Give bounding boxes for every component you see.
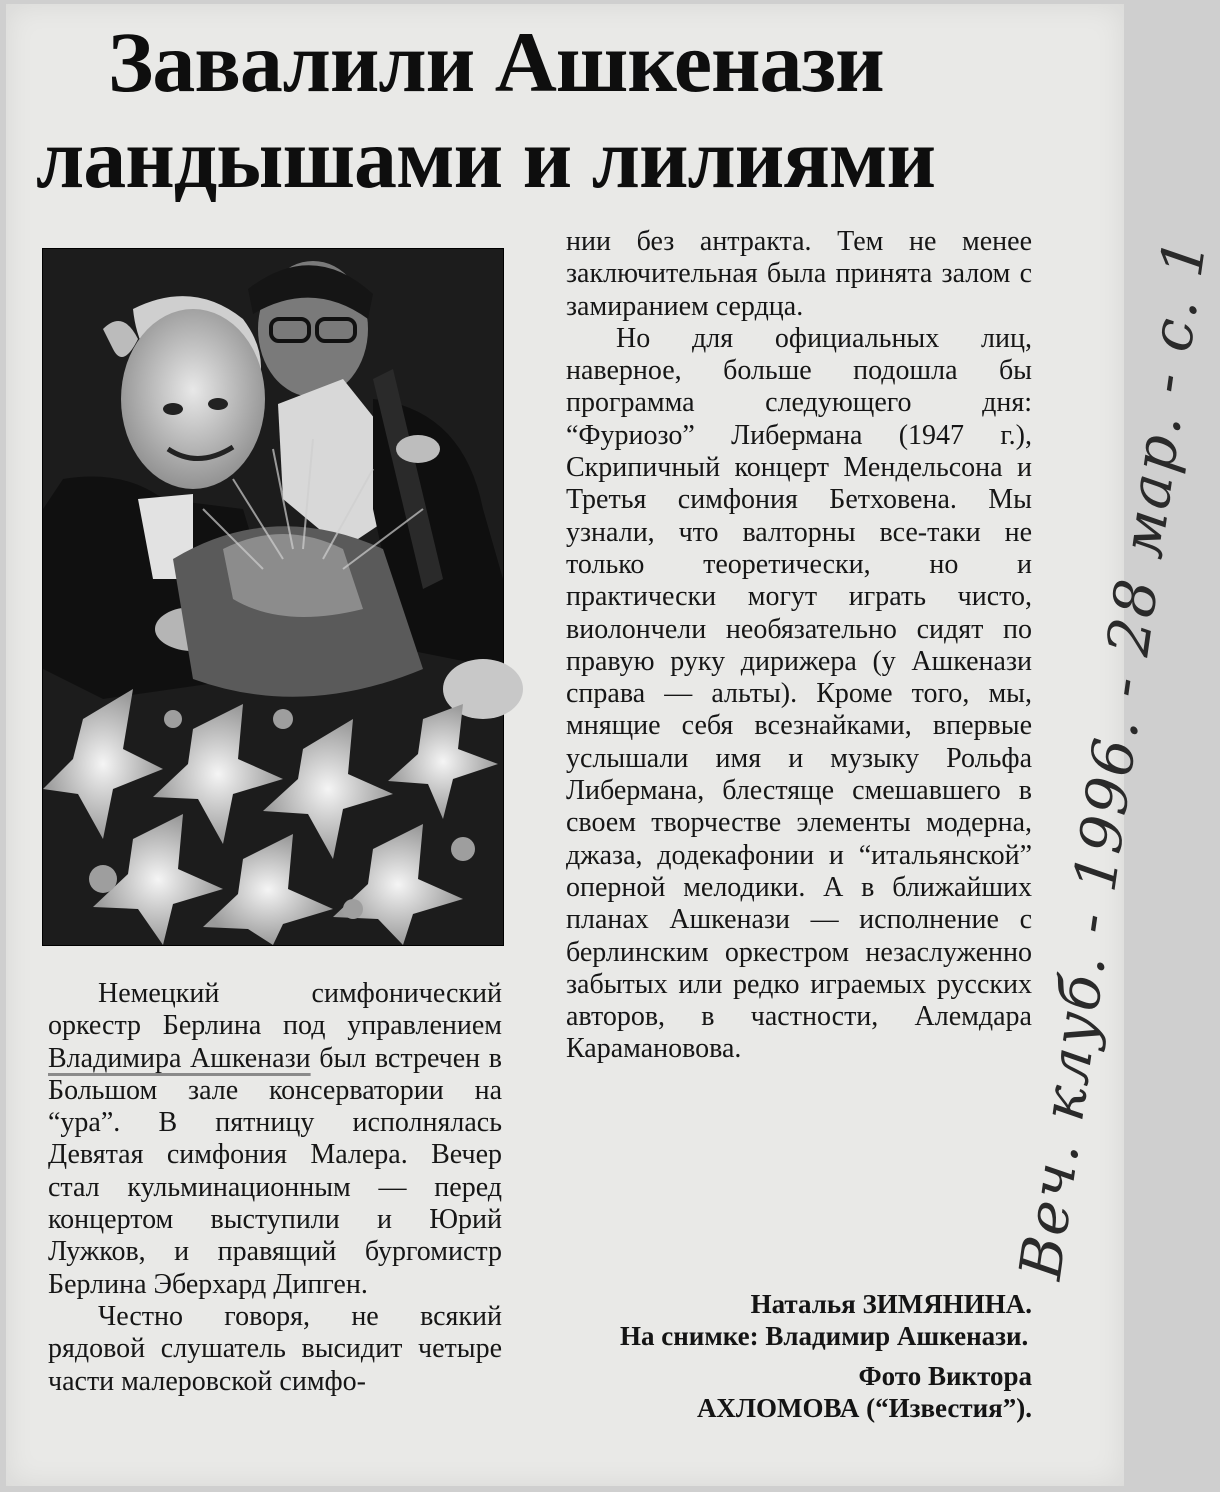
left-paragraph-1-end: был встречен в Большом зале консерватории на “ура”. В пятницу исполнялась Девятая симфония Малера. Вечер стал кульминационным — перед концертом выступили и Юрий Лужков, и правящий бургомистр Берлина Эберхард Дипген. xyxy=(48,1042,502,1300)
photo-credit-line-2: АХЛОМОВА (“Известия”). xyxy=(696,1393,1032,1423)
article-photo xyxy=(42,248,504,946)
headline-line-2: ландышами и лилиями xyxy=(36,110,935,206)
photo-of-conductor-with-flowers-icon xyxy=(43,249,503,945)
highlighted-name: Владимира Ашкенази xyxy=(48,1042,311,1074)
left-paragraph-1 xyxy=(48,978,502,1301)
headline-line-1: Завалили Ашкенази xyxy=(108,14,884,110)
photo-caption: На снимке: Владимир Ашкенази. xyxy=(620,1321,1029,1351)
newspaper-clipping xyxy=(6,4,1220,1486)
photo-credit-line-1: Фото Виктора xyxy=(858,1361,1032,1391)
handwritten-source-note: Веч. клуб. - 1996. - 28 мар. - с. 1 xyxy=(1006,233,1220,1284)
left-paragraph-2: Честно говоря, не всякий рядовой слушатель высидит четыре части малеровской симфо- xyxy=(48,1300,502,1397)
right-column xyxy=(566,226,1032,1066)
left-column xyxy=(48,978,502,1398)
left-paragraph-1-start: Немецкий симфонический оркестр Берлина под управлением xyxy=(48,978,502,1042)
right-paragraph-continued: нии без антракта. Тем не менее заключительная была принята залом с замиранием сердца. xyxy=(566,226,1032,322)
article-credits xyxy=(566,1288,1032,1424)
headline xyxy=(36,14,1036,206)
photo-credit xyxy=(566,1360,1032,1424)
right-paragraph-2: Но для официальных лиц, наверное, больше подошла бы программа следующего дня: “Фуриозо” Либермана (1947 г.), Скрипичный концерт Мендельсона и Третья симфония Бетховена. Мы узнали, что валторны все-таки не только теоретически, но и практически могут играть чисто, виолончели необязательно сидят по правую руку дирижера (у Ашкенази справа — альты). Кроме того, мы, мнящие себя всезнайками, впервые услышали имя и музыку Рольфа Либермана, блестяще смешавшего в своем творчестве элементы модерна, джаза, додекафонии и “итальянской” оперной мелодики. А в ближайших планах Ашкенази — исполнение с берлинским оркестром незаслуженно забытых или редко играемых русских авторов, в частности, Алемдара Карамановова. xyxy=(566,322,1032,1065)
author-name: Наталья ЗИМЯНИНА. xyxy=(750,1289,1032,1319)
